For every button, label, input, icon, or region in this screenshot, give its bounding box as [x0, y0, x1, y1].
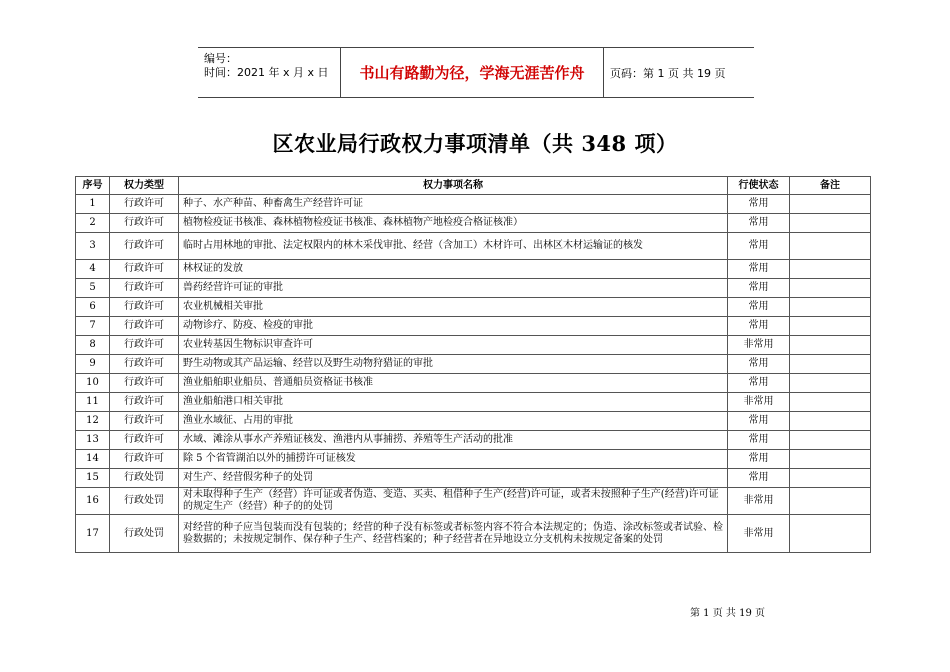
cell-status: 常用 [728, 374, 790, 393]
cell-note [790, 488, 871, 515]
cell-name: 植物检疫证书核准、森林植物检疫证书核准、森林植物产地检疫合格证核准） [179, 214, 728, 233]
table-row [76, 233, 871, 260]
page-title: 区农业局行政权力事项清单（共 348 项） [272, 131, 678, 156]
cell-no: 6 [76, 298, 110, 317]
cell-note [790, 317, 871, 336]
cell-type: 行政许可 [110, 431, 179, 450]
cell-status: 常用 [728, 317, 790, 336]
table-row [76, 393, 871, 412]
cell-name: 渔业水域征、占用的审批 [179, 412, 728, 431]
cell-type: 行政许可 [110, 374, 179, 393]
page-footer: 第 1 页 共 19 页 [690, 608, 765, 619]
cell-note [790, 195, 871, 214]
table-row [76, 450, 871, 469]
cell-note [790, 260, 871, 279]
cell-no: 15 [76, 469, 110, 488]
cell-no: 10 [76, 374, 110, 393]
cell-type: 行政许可 [110, 260, 179, 279]
cell-name: 对经营的种子应当包装而没有包装的；经营的种子没有标签或者标签内容不符合本法规定的；伪造、涂改标签或者试验、检验数据的；未按规定制作、保存种子生产、经营档案的；种子经营者在异地设立分支机构未按规定备案的处罚 [179, 515, 728, 553]
table-row [76, 195, 871, 214]
cell-name: 水域、滩涂从事水产养殖证核发、渔港内从事捕捞、养殖等生产活动的批准 [179, 431, 728, 450]
cell-type: 行政许可 [110, 336, 179, 355]
cell-note [790, 279, 871, 298]
table-row [76, 336, 871, 355]
table-row [76, 298, 871, 317]
cell-note [790, 450, 871, 469]
cell-status: 常用 [728, 279, 790, 298]
cell-no: 8 [76, 336, 110, 355]
power-list-table [75, 176, 871, 553]
cell-name: 渔业船舶港口相关审批 [179, 393, 728, 412]
table-row [76, 431, 871, 450]
cell-no: 11 [76, 393, 110, 412]
cell-name: 除 5 个省管湖泊以外的捕捞许可证核发 [179, 450, 728, 469]
cell-no: 13 [76, 431, 110, 450]
motto: 书山有路勤为径，学海无涯苦作舟 [340, 48, 604, 97]
cell-note [790, 355, 871, 374]
code-label: 编号： [204, 52, 237, 65]
cell-note [790, 431, 871, 450]
table-body [76, 195, 871, 553]
cell-name: 种子、水产种苗、种畜禽生产经营许可证 [179, 195, 728, 214]
cell-no: 17 [76, 515, 110, 553]
table-row [76, 317, 871, 336]
cell-no: 5 [76, 279, 110, 298]
cell-type: 行政处罚 [110, 469, 179, 488]
cell-no: 3 [76, 233, 110, 260]
cell-note [790, 214, 871, 233]
cell-no: 4 [76, 260, 110, 279]
col-header-no: 序号 [76, 177, 110, 195]
col-header-status: 行使状态 [728, 177, 790, 195]
cell-type: 行政许可 [110, 279, 179, 298]
document-header [198, 47, 754, 98]
cell-status: 常用 [728, 214, 790, 233]
cell-status: 非常用 [728, 393, 790, 412]
cell-status: 常用 [728, 412, 790, 431]
cell-type: 行政许可 [110, 355, 179, 374]
cell-type: 行政许可 [110, 233, 179, 260]
cell-name: 渔业船舶职业船员、普通船员资格证书核准 [179, 374, 728, 393]
cell-name: 动物诊疗、防疫、检疫的审批 [179, 317, 728, 336]
cell-status: 常用 [728, 450, 790, 469]
table-row [76, 488, 871, 515]
cell-no: 1 [76, 195, 110, 214]
table-row [76, 279, 871, 298]
cell-name: 农业转基因生物标识审查许可 [179, 336, 728, 355]
table-row [76, 412, 871, 431]
table-row [76, 214, 871, 233]
cell-status: 常用 [728, 355, 790, 374]
cell-no: 2 [76, 214, 110, 233]
cell-status: 非常用 [728, 515, 790, 553]
cell-type: 行政许可 [110, 412, 179, 431]
cell-type: 行政许可 [110, 393, 179, 412]
table-row [76, 515, 871, 553]
cell-status: 常用 [728, 233, 790, 260]
col-header-name: 权力事项名称 [179, 177, 728, 195]
cell-no: 16 [76, 488, 110, 515]
cell-type: 行政许可 [110, 214, 179, 233]
col-header-type: 权力类型 [110, 177, 179, 195]
cell-no: 9 [76, 355, 110, 374]
cell-name: 农业机械相关审批 [179, 298, 728, 317]
cell-note [790, 469, 871, 488]
table-row [76, 469, 871, 488]
cell-no: 12 [76, 412, 110, 431]
cell-name: 野生动物或其产品运输、经营以及野生动物狩猎证的审批 [179, 355, 728, 374]
cell-no: 7 [76, 317, 110, 336]
cell-status: 常用 [728, 298, 790, 317]
cell-name: 兽药经营许可证的审批 [179, 279, 728, 298]
table-row [76, 355, 871, 374]
cell-note [790, 515, 871, 553]
cell-note [790, 412, 871, 431]
cell-name: 对未取得种子生产（经营）许可证或者伪造、变造、买卖、租借种子生产(经营)许可证，或者未按照种子生产(经营)许可证的规定生产（经营）种子的的处罚 [179, 488, 728, 515]
cell-name: 临时占用林地的审批、法定权限内的林木采伐审批、经营（含加工）木材许可、出林区木材运输证的核发 [179, 233, 728, 260]
cell-no: 14 [76, 450, 110, 469]
cell-status: 常用 [728, 260, 790, 279]
cell-type: 行政处罚 [110, 488, 179, 515]
cell-note [790, 233, 871, 260]
cell-type: 行政许可 [110, 317, 179, 336]
cell-note [790, 393, 871, 412]
table-header-row [76, 177, 871, 195]
table-row [76, 260, 871, 279]
cell-status: 非常用 [728, 336, 790, 355]
cell-status: 常用 [728, 195, 790, 214]
cell-type: 行政许可 [110, 298, 179, 317]
table-row [76, 374, 871, 393]
cell-name: 林权证的发放 [179, 260, 728, 279]
page-label: 页码：第 1 页 共 19 页 [610, 66, 726, 80]
cell-name: 对生产、经营假劣种子的处罚 [179, 469, 728, 488]
cell-status: 常用 [728, 431, 790, 450]
cell-status: 非常用 [728, 488, 790, 515]
cell-note [790, 374, 871, 393]
cell-type: 行政许可 [110, 450, 179, 469]
cell-status: 常用 [728, 469, 790, 488]
time-label: 时间：2021 年 x 月 x 日 [204, 66, 329, 79]
cell-type: 行政处罚 [110, 515, 179, 553]
cell-type: 行政许可 [110, 195, 179, 214]
cell-note [790, 336, 871, 355]
col-header-note: 备注 [790, 177, 871, 195]
cell-note [790, 298, 871, 317]
header-meta [198, 48, 340, 97]
